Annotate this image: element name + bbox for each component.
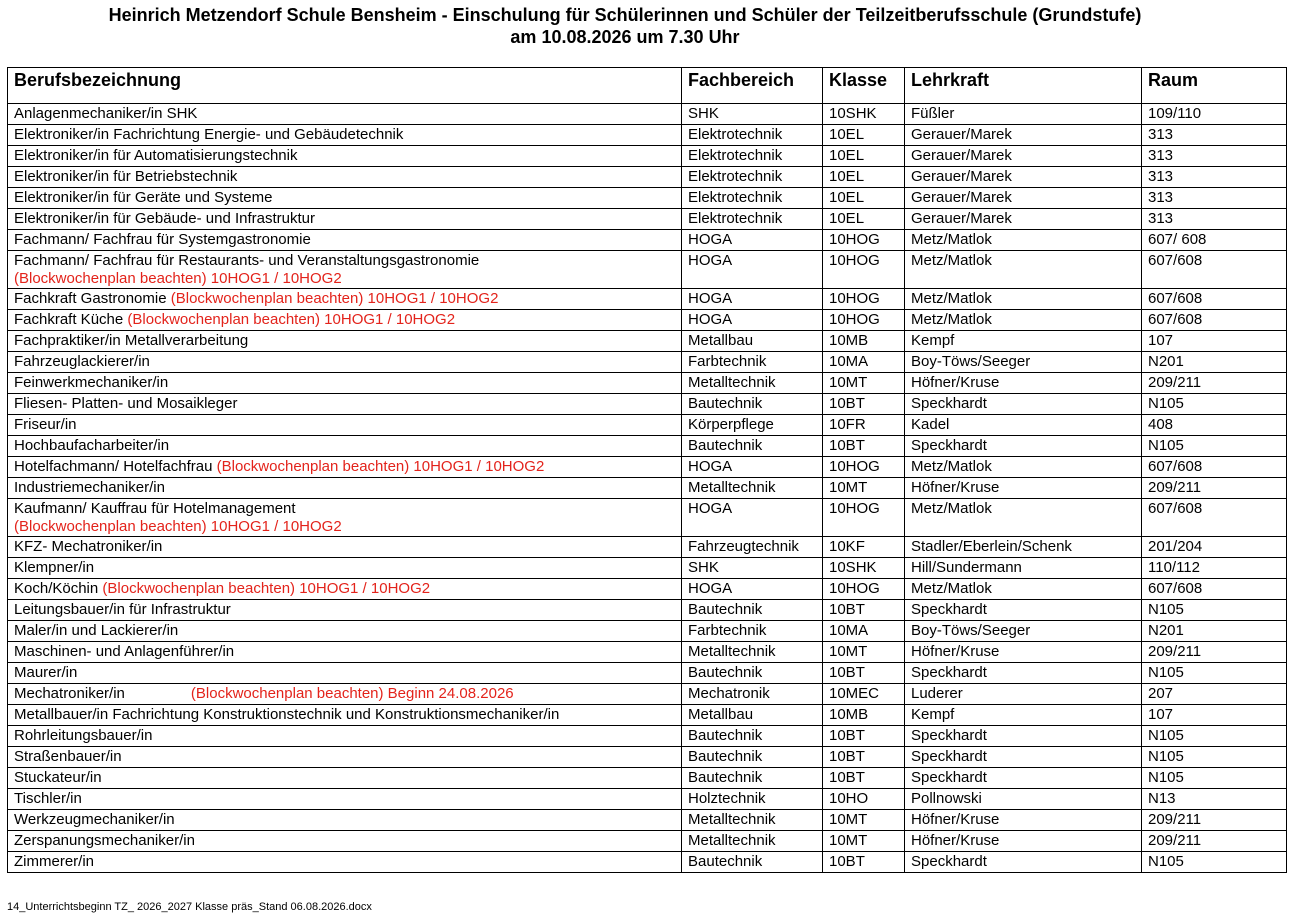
cell-fachbereich: Elektrotechnik — [682, 125, 823, 146]
cell-raum: N105 — [1142, 768, 1287, 789]
table-row — [8, 705, 1287, 726]
blockwochenplan-note: (Blockwochenplan beachten) 10HOG1 / 10HOG2 — [14, 270, 342, 287]
table-row — [8, 478, 1287, 499]
beruf-text: Elektroniker/in für Betriebstechnik — [14, 168, 238, 185]
cell-raum: N105 — [1142, 747, 1287, 768]
cell-lehrkraft: Höfner/Kruse — [905, 810, 1142, 831]
beruf-text: Maschinen- und Anlagenführer/in — [14, 643, 235, 660]
cell-klasse: 10BT — [823, 394, 905, 415]
beruf-text: Fachkraft Küche — [14, 311, 124, 328]
table-row — [8, 373, 1287, 394]
beruf-text: Tischler/in — [14, 790, 82, 807]
cell-lehrkraft: Speckhardt — [905, 726, 1142, 747]
cell-raum: 209/211 — [1142, 478, 1287, 499]
cell-klasse: 10MT — [823, 373, 905, 394]
beruf-text: Werkzeugmechaniker/in — [14, 811, 175, 828]
cell-berufsbezeichnung — [8, 789, 682, 810]
cell-klasse: 10MB — [823, 705, 905, 726]
blockwochenplan-note: (Blockwochenplan beachten) 10HOG1 / 10HOG2 — [216, 458, 545, 475]
cell-raum: 209/211 — [1142, 810, 1287, 831]
cell-lehrkraft: Höfner/Kruse — [905, 478, 1142, 499]
cell-fachbereich: Farbtechnik — [682, 352, 823, 373]
table-header-row — [8, 68, 1287, 104]
cell-fachbereich: HOGA — [682, 289, 823, 310]
cell-raum: 201/204 — [1142, 537, 1287, 558]
beruf-text: Mechatroniker/in — [14, 685, 125, 702]
cell-berufsbezeichnung — [8, 436, 682, 457]
cell-berufsbezeichnung — [8, 621, 682, 642]
cell-berufsbezeichnung — [8, 167, 682, 188]
table-row — [8, 415, 1287, 436]
beruf-text: Metallbauer/in Fachrichtung Konstruktionstechnik und Konstruktionsmechaniker/in — [14, 706, 560, 723]
cell-klasse: 10HOG — [823, 230, 905, 251]
cell-klasse: 10HOG — [823, 457, 905, 478]
cell-lehrkraft: Gerauer/Marek — [905, 188, 1142, 209]
cell-raum: 607/608 — [1142, 310, 1287, 331]
cell-berufsbezeichnung — [8, 768, 682, 789]
beruf-text: KFZ- Mechatroniker/in — [14, 538, 163, 555]
cell-klasse: 10MEC — [823, 684, 905, 705]
cell-raum: N105 — [1142, 852, 1287, 873]
cell-fachbereich: Farbtechnik — [682, 621, 823, 642]
blockwochenplan-note: (Blockwochenplan beachten) 10HOG1 / 10HOG2 — [14, 518, 342, 535]
cell-klasse: 10KF — [823, 537, 905, 558]
cell-berufsbezeichnung — [8, 125, 682, 146]
cell-lehrkraft: Füßler — [905, 104, 1142, 125]
beruf-text: Elektroniker/in für Geräte und Systeme — [14, 189, 273, 206]
cell-berufsbezeichnung — [8, 705, 682, 726]
cell-klasse: 10MT — [823, 642, 905, 663]
cell-klasse: 10MB — [823, 331, 905, 352]
cell-lehrkraft: Metz/Matlok — [905, 579, 1142, 600]
title-line-1: Heinrich Metzendorf Schule Bensheim - Einschulung für Schülerinnen und Schüler der Teilzeitberufsschule (Grundstufe) — [108, 5, 1142, 25]
cell-fachbereich: HOGA — [682, 457, 823, 478]
beruf-text: Fachmann/ Fachfrau für Systemgastronomie — [14, 231, 311, 248]
table-row — [8, 558, 1287, 579]
cell-klasse: 10BT — [823, 747, 905, 768]
cell-klasse: 10SHK — [823, 104, 905, 125]
table-row — [8, 726, 1287, 747]
cell-raum: 607/608 — [1142, 289, 1287, 310]
cell-raum: 313 — [1142, 188, 1287, 209]
cell-lehrkraft: Metz/Matlok — [905, 230, 1142, 251]
cell-fachbereich: Bautechnik — [682, 663, 823, 684]
cell-raum: N105 — [1142, 726, 1287, 747]
column-header-berufsbezeichnung: Berufsbezeichnung — [8, 68, 682, 104]
table-row — [8, 810, 1287, 831]
table-row — [8, 579, 1287, 600]
cell-berufsbezeichnung — [8, 104, 682, 125]
cell-berufsbezeichnung — [8, 457, 682, 478]
cell-raum: 607/608 — [1142, 251, 1287, 289]
beruf-text: Maurer/in — [14, 664, 78, 681]
cell-raum: 607/608 — [1142, 457, 1287, 478]
cell-lehrkraft: Kempf — [905, 705, 1142, 726]
cell-lehrkraft: Boy-Töws/Seeger — [905, 352, 1142, 373]
table-row — [8, 209, 1287, 230]
cell-klasse: 10MT — [823, 478, 905, 499]
cell-raum: 209/211 — [1142, 642, 1287, 663]
table-row — [8, 621, 1287, 642]
beruf-text: Fachmann/ Fachfrau für Restaurants- und Veranstaltungsgastronomie — [14, 252, 480, 269]
beruf-text: Zerspanungsmechaniker/in — [14, 832, 195, 849]
cell-lehrkraft: Höfner/Kruse — [905, 831, 1142, 852]
cell-klasse: 10BT — [823, 436, 905, 457]
table-row — [8, 167, 1287, 188]
cell-lehrkraft: Metz/Matlok — [905, 251, 1142, 289]
cell-fachbereich: Elektrotechnik — [682, 209, 823, 230]
cell-lehrkraft: Speckhardt — [905, 852, 1142, 873]
cell-fachbereich: SHK — [682, 558, 823, 579]
cell-lehrkraft: Gerauer/Marek — [905, 125, 1142, 146]
beruf-text: Friseur/in — [14, 416, 77, 433]
cell-raum: 313 — [1142, 125, 1287, 146]
cell-berufsbezeichnung — [8, 663, 682, 684]
beruf-text: Kaufmann/ Kauffrau für Hotelmanagement — [14, 500, 296, 517]
cell-berufsbezeichnung — [8, 251, 682, 289]
cell-klasse: 10BT — [823, 663, 905, 684]
cell-fachbereich: Metalltechnik — [682, 478, 823, 499]
cell-lehrkraft: Gerauer/Marek — [905, 209, 1142, 230]
table-row — [8, 684, 1287, 705]
cell-klasse: 10BT — [823, 600, 905, 621]
table-row — [8, 394, 1287, 415]
beruf-text: Elektroniker/in für Gebäude- und Infrastruktur — [14, 210, 315, 227]
cell-berufsbezeichnung — [8, 537, 682, 558]
cell-berufsbezeichnung — [8, 230, 682, 251]
table-row — [8, 331, 1287, 352]
cell-berufsbezeichnung — [8, 852, 682, 873]
cell-raum: N201 — [1142, 621, 1287, 642]
cell-fachbereich: Metalltechnik — [682, 831, 823, 852]
cell-raum: N105 — [1142, 394, 1287, 415]
beruf-text: Zimmerer/in — [14, 853, 95, 870]
cell-fachbereich: HOGA — [682, 310, 823, 331]
cell-klasse: 10MA — [823, 352, 905, 373]
cell-klasse: 10EL — [823, 188, 905, 209]
cell-klasse: 10MT — [823, 831, 905, 852]
cell-berufsbezeichnung — [8, 579, 682, 600]
cell-klasse: 10HO — [823, 789, 905, 810]
cell-raum: N13 — [1142, 789, 1287, 810]
blockwochenplan-note: (Blockwochenplan beachten) 10HOG1 / 10HOG2 — [102, 580, 431, 597]
cell-klasse: 10FR — [823, 415, 905, 436]
column-header-fachbereich: Fachbereich — [682, 68, 823, 104]
cell-lehrkraft: Höfner/Kruse — [905, 373, 1142, 394]
cell-lehrkraft: Kempf — [905, 331, 1142, 352]
cell-fachbereich: Fahrzeugtechnik — [682, 537, 823, 558]
table-row — [8, 747, 1287, 768]
beruf-text: Fahrzeuglackierer/in — [14, 353, 150, 370]
cell-berufsbezeichnung — [8, 352, 682, 373]
cell-fachbereich: HOGA — [682, 230, 823, 251]
blockwochenplan-note: (Blockwochenplan beachten) Beginn 24.08.2026 — [190, 685, 514, 702]
beruf-text: Fachpraktiker/in Metallverarbeitung — [14, 332, 249, 349]
table-row — [8, 768, 1287, 789]
beruf-text: Hotelfachmann/ Hotelfachfrau — [14, 458, 213, 475]
cell-berufsbezeichnung — [8, 478, 682, 499]
cell-lehrkraft: Kadel — [905, 415, 1142, 436]
cell-raum: 313 — [1142, 146, 1287, 167]
cell-lehrkraft: Boy-Töws/Seeger — [905, 621, 1142, 642]
cell-fachbereich: HOGA — [682, 499, 823, 537]
beruf-text: Elektroniker/in für Automatisierungstechnik — [14, 147, 298, 164]
cell-berufsbezeichnung — [8, 642, 682, 663]
table-row — [8, 789, 1287, 810]
cell-fachbereich: Mechatronik — [682, 684, 823, 705]
cell-fachbereich: Körperpflege — [682, 415, 823, 436]
cell-lehrkraft: Luderer — [905, 684, 1142, 705]
beruf-text: Fliesen- Platten- und Mosaikleger — [14, 395, 238, 412]
table-row — [8, 600, 1287, 621]
cell-fachbereich: Bautechnik — [682, 852, 823, 873]
cell-fachbereich: SHK — [682, 104, 823, 125]
cell-raum: 607/608 — [1142, 579, 1287, 600]
cell-raum: N201 — [1142, 352, 1287, 373]
cell-raum: 209/211 — [1142, 373, 1287, 394]
beruf-text: Straßenbauer/in — [14, 748, 122, 765]
cell-lehrkraft: Gerauer/Marek — [905, 146, 1142, 167]
cell-raum: 107 — [1142, 705, 1287, 726]
table-row — [8, 251, 1287, 289]
cell-raum: 109/110 — [1142, 104, 1287, 125]
beruf-text: Industriemechaniker/in — [14, 479, 165, 496]
cell-raum: 607/ 608 — [1142, 230, 1287, 251]
cell-raum: 313 — [1142, 209, 1287, 230]
cell-berufsbezeichnung — [8, 600, 682, 621]
cell-raum: 107 — [1142, 331, 1287, 352]
cell-fachbereich: Bautechnik — [682, 768, 823, 789]
table-row — [8, 104, 1287, 125]
cell-raum: N105 — [1142, 436, 1287, 457]
cell-lehrkraft: Speckhardt — [905, 768, 1142, 789]
cell-fachbereich: Holztechnik — [682, 789, 823, 810]
cell-berufsbezeichnung — [8, 394, 682, 415]
footer-filename: 14_Unterrichtsbeginn TZ_ 2026_2027 Klasse präs_Stand 06.08.2026.docx — [7, 901, 372, 913]
column-header-klasse: Klasse — [823, 68, 905, 104]
cell-lehrkraft: Stadler/Eberlein/Schenk — [905, 537, 1142, 558]
cell-berufsbezeichnung — [8, 188, 682, 209]
table-row — [8, 642, 1287, 663]
table-row — [8, 537, 1287, 558]
cell-fachbereich: Metalltechnik — [682, 642, 823, 663]
cell-fachbereich: Elektrotechnik — [682, 167, 823, 188]
table-row — [8, 663, 1287, 684]
beruf-text: Fachkraft Gastronomie — [14, 290, 167, 307]
beruf-text: Feinwerkmechaniker/in — [14, 374, 169, 391]
beruf-text: Maler/in und Lackierer/in — [14, 622, 179, 639]
cell-klasse: 10EL — [823, 167, 905, 188]
table-row — [8, 310, 1287, 331]
cell-berufsbezeichnung — [8, 209, 682, 230]
table-body — [8, 104, 1287, 873]
cell-fachbereich: Bautechnik — [682, 436, 823, 457]
cell-berufsbezeichnung — [8, 331, 682, 352]
table-row — [8, 352, 1287, 373]
cell-lehrkraft: Höfner/Kruse — [905, 642, 1142, 663]
cell-klasse: 10HOG — [823, 579, 905, 600]
cell-klasse: 10HOG — [823, 289, 905, 310]
cell-klasse: 10HOG — [823, 310, 905, 331]
cell-berufsbezeichnung — [8, 810, 682, 831]
cell-lehrkraft: Metz/Matlok — [905, 310, 1142, 331]
cell-fachbereich: Metallbau — [682, 705, 823, 726]
cell-berufsbezeichnung — [8, 747, 682, 768]
cell-berufsbezeichnung — [8, 146, 682, 167]
cell-fachbereich: Bautechnik — [682, 394, 823, 415]
blockwochenplan-note: (Blockwochenplan beachten) 10HOG1 / 10HOG2 — [170, 290, 499, 307]
beruf-text: Hochbaufacharbeiter/in — [14, 437, 170, 454]
cell-raum: 408 — [1142, 415, 1287, 436]
cell-raum: 209/211 — [1142, 831, 1287, 852]
cell-raum: 607/608 — [1142, 499, 1287, 537]
table-row — [8, 852, 1287, 873]
cell-lehrkraft: Speckhardt — [905, 600, 1142, 621]
beruf-text: Klempner/in — [14, 559, 95, 576]
cell-berufsbezeichnung — [8, 684, 682, 705]
cell-lehrkraft: Speckhardt — [905, 436, 1142, 457]
cell-fachbereich: Bautechnik — [682, 600, 823, 621]
table-row — [8, 499, 1287, 537]
beruf-text: Koch/Köchin — [14, 580, 99, 597]
column-header-lehrkraft: Lehrkraft — [905, 68, 1142, 104]
beruf-text: Leitungsbauer/in für Infrastruktur — [14, 601, 231, 618]
document-title — [0, 4, 1250, 48]
cell-lehrkraft: Metz/Matlok — [905, 499, 1142, 537]
cell-berufsbezeichnung — [8, 415, 682, 436]
cell-fachbereich: HOGA — [682, 251, 823, 289]
cell-raum: 207 — [1142, 684, 1287, 705]
table-row — [8, 289, 1287, 310]
cell-lehrkraft: Metz/Matlok — [905, 289, 1142, 310]
column-header-raum: Raum — [1142, 68, 1287, 104]
cell-lehrkraft: Speckhardt — [905, 663, 1142, 684]
cell-lehrkraft: Metz/Matlok — [905, 457, 1142, 478]
table-row — [8, 188, 1287, 209]
cell-berufsbezeichnung — [8, 499, 682, 537]
cell-klasse: 10HOG — [823, 251, 905, 289]
cell-berufsbezeichnung — [8, 289, 682, 310]
cell-raum: 110/112 — [1142, 558, 1287, 579]
cell-klasse: 10EL — [823, 209, 905, 230]
cell-klasse: 10BT — [823, 768, 905, 789]
table-row — [8, 230, 1287, 251]
cell-lehrkraft: Hill/Sundermann — [905, 558, 1142, 579]
cell-berufsbezeichnung — [8, 558, 682, 579]
class-assignment-table — [7, 67, 1287, 873]
cell-klasse: 10BT — [823, 852, 905, 873]
blockwochenplan-note: (Blockwochenplan beachten) 10HOG1 / 10HOG2 — [127, 311, 456, 328]
cell-raum: N105 — [1142, 600, 1287, 621]
beruf-text: Rohrleitungsbauer/in — [14, 727, 153, 744]
cell-fachbereich: Bautechnik — [682, 747, 823, 768]
cell-lehrkraft: Gerauer/Marek — [905, 167, 1142, 188]
cell-fachbereich: Metalltechnik — [682, 373, 823, 394]
cell-fachbereich: Metalltechnik — [682, 810, 823, 831]
beruf-text: Elektroniker/in Fachrichtung Energie- und Gebäudetechnik — [14, 126, 404, 143]
cell-fachbereich: Elektrotechnik — [682, 146, 823, 167]
cell-fachbereich: Metallbau — [682, 331, 823, 352]
cell-berufsbezeichnung — [8, 310, 682, 331]
table-row — [8, 831, 1287, 852]
cell-lehrkraft: Speckhardt — [905, 394, 1142, 415]
cell-raum: N105 — [1142, 663, 1287, 684]
table-row — [8, 457, 1287, 478]
cell-berufsbezeichnung — [8, 373, 682, 394]
beruf-text: Stuckateur/in — [14, 769, 102, 786]
cell-berufsbezeichnung — [8, 726, 682, 747]
cell-klasse: 10SHK — [823, 558, 905, 579]
cell-raum: 313 — [1142, 167, 1287, 188]
title-line-2: am 10.08.2026 um 7.30 Uhr — [510, 27, 740, 47]
cell-klasse: 10EL — [823, 125, 905, 146]
cell-lehrkraft: Speckhardt — [905, 747, 1142, 768]
cell-berufsbezeichnung — [8, 831, 682, 852]
cell-klasse: 10EL — [823, 146, 905, 167]
cell-lehrkraft: Pollnowski — [905, 789, 1142, 810]
cell-klasse: 10HOG — [823, 499, 905, 537]
cell-klasse: 10BT — [823, 726, 905, 747]
table-row — [8, 436, 1287, 457]
cell-fachbereich: Elektrotechnik — [682, 188, 823, 209]
cell-klasse: 10MT — [823, 810, 905, 831]
cell-fachbereich: HOGA — [682, 579, 823, 600]
cell-klasse: 10MA — [823, 621, 905, 642]
table-row — [8, 125, 1287, 146]
table-row — [8, 146, 1287, 167]
cell-fachbereich: Bautechnik — [682, 726, 823, 747]
beruf-text: Anlagenmechaniker/in SHK — [14, 105, 198, 122]
